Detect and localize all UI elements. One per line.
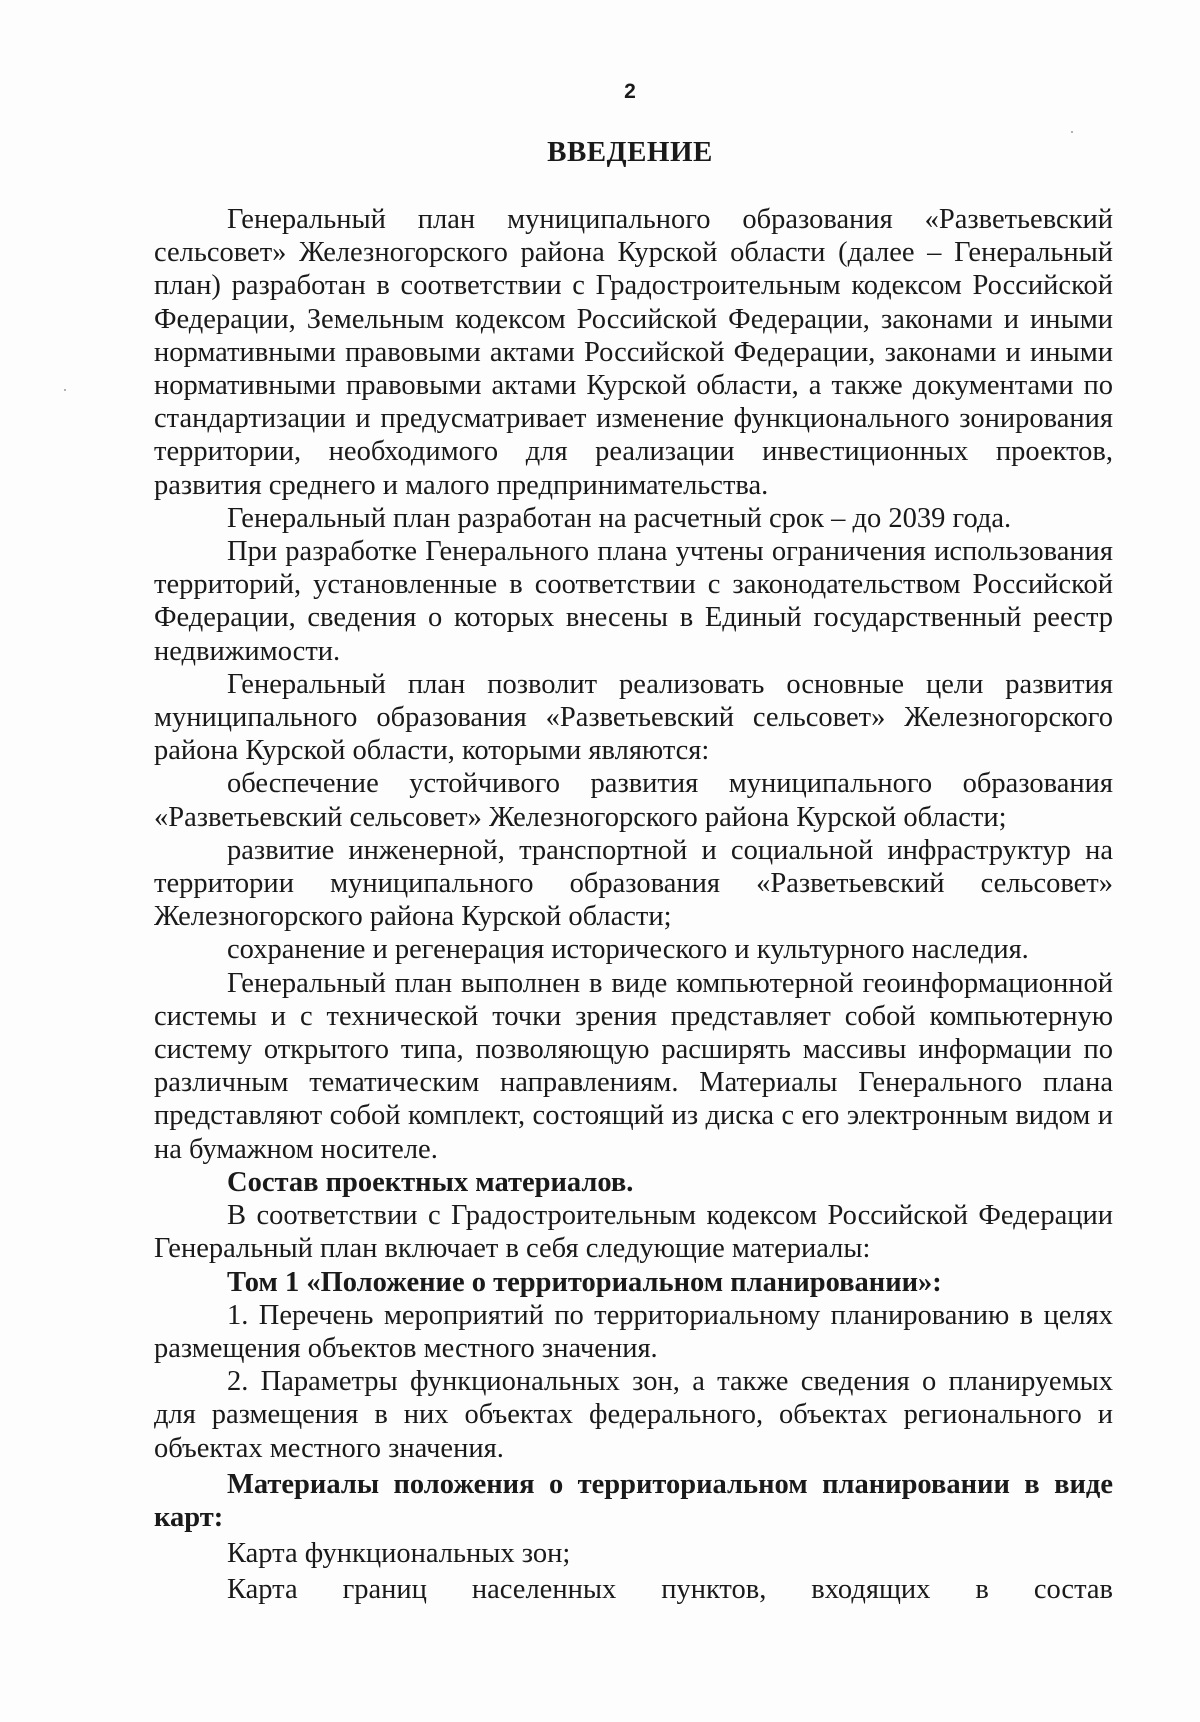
paragraph-intro: Генеральный план муниципального образования «Разветьевский сельсовет» Железногорского района Курской области (далее – Генеральный план) разработан в соответствии с Градостроительным кодексом Российской Федерации, Земельным кодексом Российской Федерации, законами и иными нормативными правовыми актами Российской Федерации, законами и иными нормативными правовыми актами Курской области, а также документами по стандартизации и предусматривает изменение функционального зонирования территории, необходимого для реализации инвестиционных проектов, развития среднего и малого предпринимательства. bbox=[154, 204, 1113, 501]
goal-item: сохранение и регенерация исторического и культурного наследия. bbox=[227, 934, 1029, 966]
scan-speck bbox=[1071, 131, 1073, 133]
page-number: 2 bbox=[624, 80, 636, 103]
list-item: 1. Перечень мероприятий по территориальному планированию в целях размещения объектов местного значения. bbox=[154, 1299, 1113, 1364]
paragraph-restrictions: При разработке Генерального плана учтены ограничения использования территорий, установленные в соответствии с законодательством Российской Федерации, сведения о которых внесены в Единый государственный реестр недвижимости. bbox=[154, 536, 1113, 667]
list-item: 2. Параметры функциональных зон, а также сведения о планируемых для размещения в них объектах федерального, объектах регионального и объектах местного значения. bbox=[154, 1366, 1113, 1464]
subheading-maps: Материалы положения о территориальном планировании в виде карт: bbox=[154, 1468, 1113, 1533]
map-item: Карта границ населенных пунктов, входящих в состав bbox=[227, 1574, 1113, 1606]
paragraph-term: Генеральный план разработан на расчетный срок – до 2039 года. bbox=[227, 502, 1012, 534]
scan-speck bbox=[64, 389, 66, 391]
paragraph-goals: Генеральный план позволит реализовать основные цели развития муниципального образования «Разветьевский сельсовет» Железногорского района Курской области, которыми являются: bbox=[154, 668, 1113, 767]
map-item: Карта функциональных зон; bbox=[227, 1538, 571, 1570]
section-heading: ВВЕДЕНИЕ bbox=[547, 136, 713, 168]
goal-item: обеспечение устойчивого развития муниципального образования «Разветьевский сельсовет» Железногорского района Курской области; bbox=[154, 768, 1113, 833]
subheading-materials: Состав проектных материалов. bbox=[227, 1166, 634, 1198]
document-body bbox=[154, 203, 1113, 1607]
goal-item: развитие инженерной, транспортной и социальной инфраструктур на территории муниципального образования «Разветьевский сельсовет» Железногорского района Курской области; bbox=[154, 834, 1113, 933]
paragraph-materials: В соответствии с Градостроительным кодексом Российской Федерации Генеральный план включает в себя следующие материалы: bbox=[154, 1200, 1113, 1265]
subheading-volume-1: Том 1 «Положение о территориальном планировании»: bbox=[227, 1266, 942, 1298]
paragraph-gis: Генеральный план выполнен в виде компьютерной геоинформационной системы и с технической точки зрения представляет собой компьютерную систему открытого типа, позволяющую расширять массивы информации по различным тематическим направлениям. Материалы Генерального плана представляют собой комплект, состоящий из диска с его электронным видом и на бумажном носителе. bbox=[154, 967, 1113, 1165]
